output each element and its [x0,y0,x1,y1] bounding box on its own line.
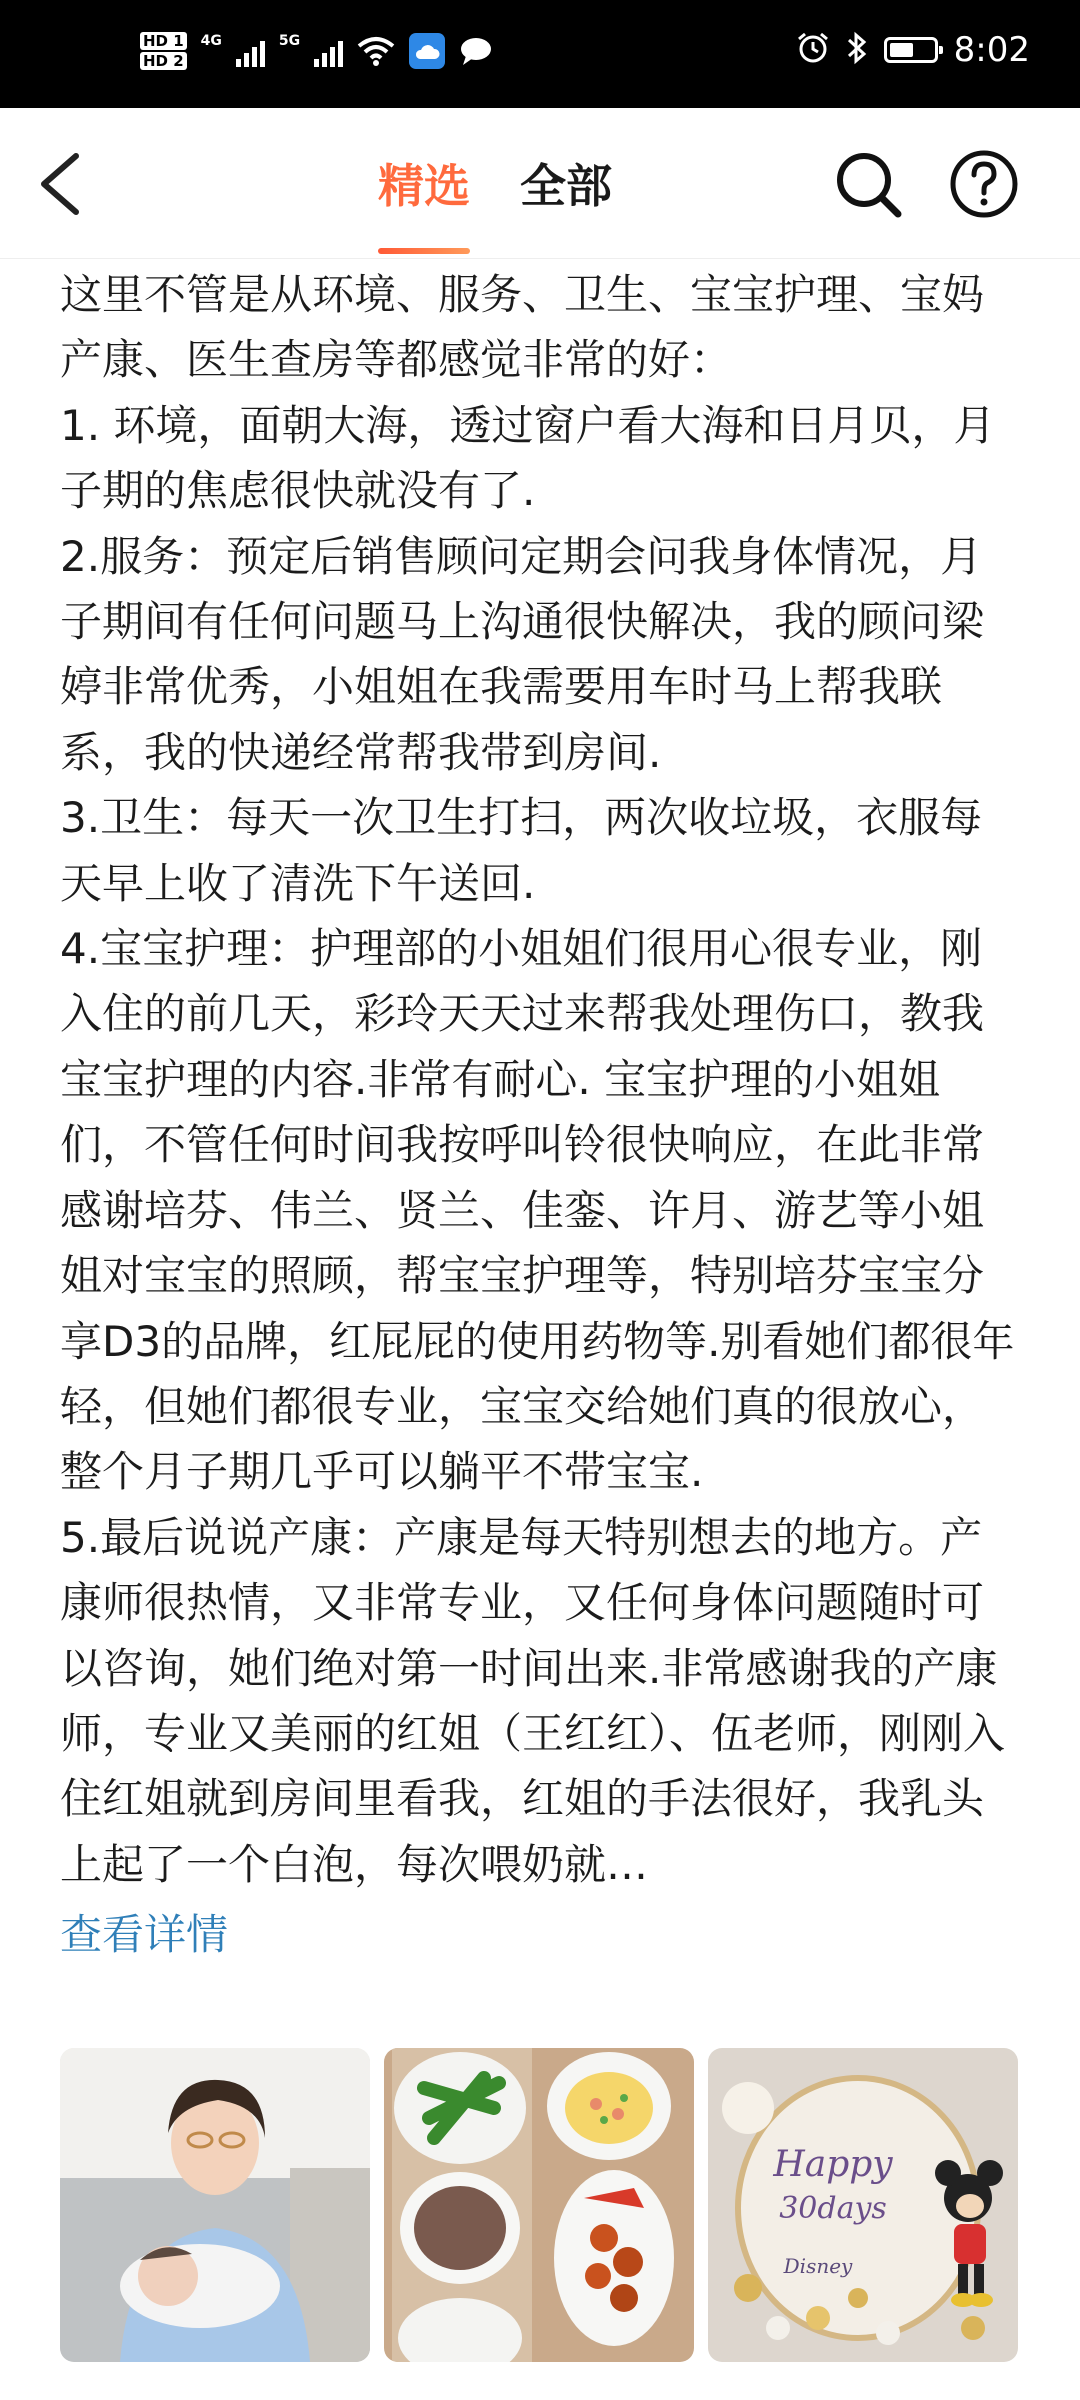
battery-level [890,43,913,57]
clock: 8:02 [953,30,1030,70]
photo-meal[interactable] [384,2048,694,2362]
sim2-label: HD 2 [140,52,187,70]
message-icon [459,36,493,66]
bluetooth-icon [846,31,868,69]
days-text: 30days [779,2191,887,2226]
alarm-icon [796,31,830,69]
review-paragraph: 1. 环境，面朝大海，透过窗户看大海和日月贝，月子期的焦虑很快就没有了. [60,400,996,516]
photo-mother-baby[interactable] [60,2048,370,2362]
status-right [796,30,1030,70]
chevron-left-icon [30,148,100,218]
review-paragraph: 这里不管是从环境、服务、卫生、宝宝护理、宝妈产康、医生查房等都感觉非常的好： [60,270,985,385]
signal2-icon [314,35,343,67]
tab-all-label: 全部 [520,159,612,213]
active-tab-indicator [378,248,470,254]
signal1-icon [236,35,265,67]
status-left [140,32,493,70]
sim1-label: HD 1 [140,32,187,50]
sim-indicators [140,32,187,70]
photo-strip [60,2048,1018,2362]
search-icon [830,146,906,222]
top-nav [0,108,1080,259]
review-paragraph: 3.卫生：每天一次卫生打扫，两次收垃圾，衣服每天早上收了清洗下午送回. [60,793,983,908]
network1-label: 4G [200,33,222,49]
review-content [60,262,1020,1967]
review-text [60,262,1020,1897]
battery-icon [884,37,938,63]
network2-label: 5G [278,33,301,49]
happy-text: Happy [773,2144,893,2185]
back-button[interactable] [30,148,100,218]
cloud-app-icon [409,33,445,69]
review-paragraph: 5.最后说说产康：产康是每天特别想去的地方。产康师很热情，又非常专业，又任何身体问题随时可以咨询，她们绝对第一时间出来.非常感谢我的产康师，专业又美丽的红姐（王红红）、伍老师，刚刚入住红姐就到房间里看我，红姐的手法很好，我乳头上起了一个白泡，每次喂奶就… [60,1512,1006,1889]
tab-bar [378,150,612,216]
review-paragraph: 2.服务：预定后销售顾问定期会问我身体情况，月子期间有任何问题马上沟通很快解决，我的顾问梁婷非常优秀，小姐姐在我需要用车时马上帮我联系，我的快递经常帮我带到房间. [60,531,985,777]
brand-text: Disney [783,2254,853,2278]
tab-featured[interactable] [378,150,470,216]
help-icon [946,146,1022,222]
photo-celebration[interactable] [708,2048,1018,2362]
wifi-icon [357,36,395,66]
review-paragraph: 4.宝宝护理：护理部的小姐姐们很用心很专业，刚入住的前几天，彩玲天天过来帮我处理伤口，教我宝宝护理的内容.非常有耐心. 宝宝护理的小姐姐们，不管任何时间我按呼叫铃很快响应，在此非常感谢培芬、伟兰、贤兰、佳銮、许月、游艺等小姐姐对宝宝的照顾，帮宝宝护理等，特别培芬宝宝分享D3的品牌，红屁屁的使用药物等.别看她们都很年轻，但她们都很专业，宝宝交给她们真的很放心，整个月子期几乎可以躺平不带宝宝. [60,924,1015,1497]
search-button[interactable] [830,146,906,222]
status-bar [0,0,1080,108]
tab-all[interactable] [520,150,612,216]
tab-featured-label: 精选 [378,159,470,213]
view-details-link[interactable]: 查看详情 [60,1910,229,1960]
help-button[interactable] [946,146,1022,222]
